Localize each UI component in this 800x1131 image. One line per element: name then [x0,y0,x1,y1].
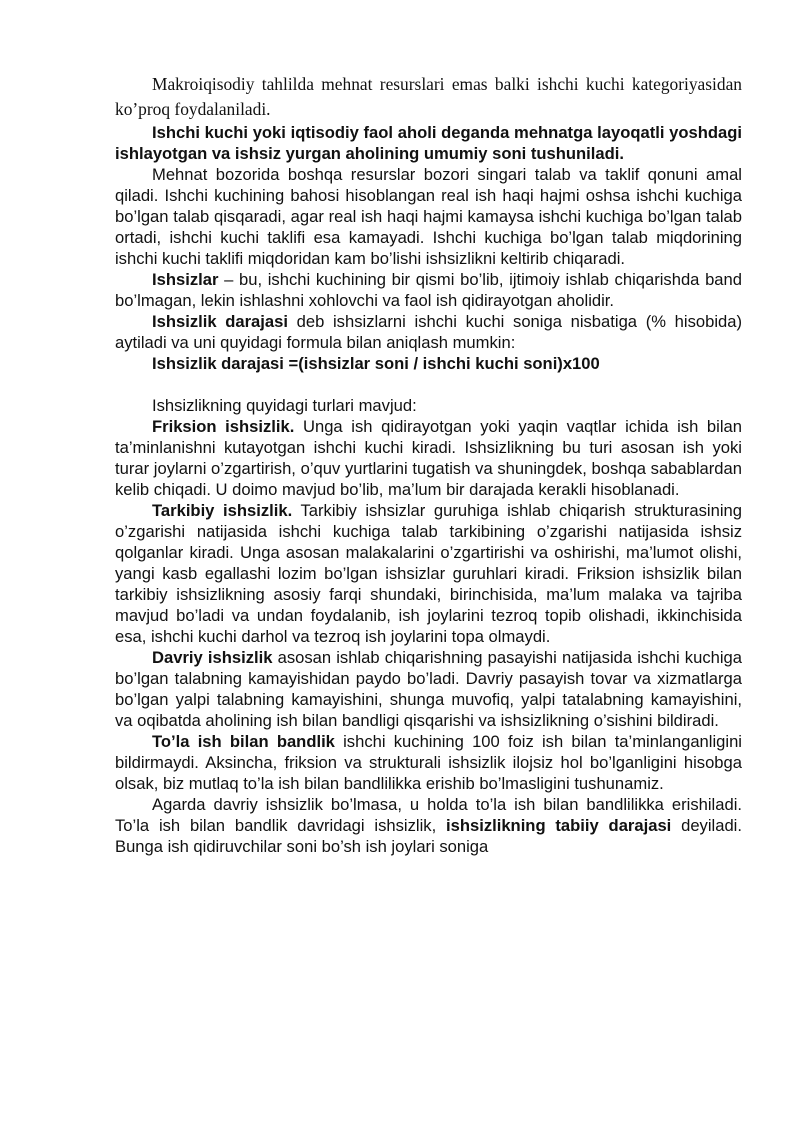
intro-text: Makroiqisodiy tahlilda mehnat resurslari emas balki ishchi kuchi kategoriyasidan ko’proq foydalaniladi. [115,74,742,119]
cyclical-unemployment-paragraph [115,647,742,731]
frictional-unemployment-term: Friksion ishsizlik. [152,417,295,436]
natural-rate-paragraph [115,794,742,857]
frictional-unemployment-paragraph [115,416,742,500]
unemployment-formula-text: Ishsizlik darajasi =(ishsizlar soni / ishchi kuchi soni)x100 [152,354,600,373]
labor-market-paragraph [115,164,742,269]
structural-unemployment-term: Tarkibiy ishsizlik. [152,501,293,520]
labor-force-definition [115,122,742,164]
natural-rate-text-1: Agarda davriy ishsizlik bo’lmasa, u holda to’la ish bilan bandlilikka erishiladi. To’la ish bilan bandlik davridagi ishsizlik, [115,795,742,835]
intro-paragraph [115,72,742,122]
labor-market-text: Mehnat bozorida boshqa resurslar bozori singari talab va taklif qonuni amal qiladi. Ishchi kuchining bahosi hisoblangan real ish haqi hajmi oshsa ishchi kuchiga bo’lgan talab qisqaradi, agar real ish haqi hajmi kamaysa ishchi kuchiga bo’lgan talab ortadi, ishchi kuchi taklifi esa kamayadi. Ishchi kuchiga bo’lgan talab miqdorining ishchi kuchi taklifi miqdoridan kam bo’lishi ishsizlikni keltirib chiqaradi. [115,165,742,268]
unemployment-rate-text: deb ishsizlarni ishchi kuchi soniga nisbatiga (% hisobida) aytiladi va uni quyidagi formula bilan aniqlash mumkin: [115,312,742,352]
frictional-unemployment-text: Unga ish qidirayotgan yoki yaqin vaqtlar ichida ish bilan ta’minlanishni kutayotgan ishchi kuchi kiradi. Ishsizlikning bu turi asosan ish yoki turar joylarni o’zgartirish, o’quv yurtlarini tugatish va shuningdek, boshqa sabablardan kelib chiqadi. U doimo mavjud bo’lib, ma’lum bir darajada kerakli hisoblanadi. [115,417,742,499]
labor-force-definition-bold: Ishchi kuchi yoki iqtisodiy faol aholi deganda mehnatga layoqatli yoshdagi ishlayotgan va ishsiz yurgan aholining umumiy soni tushuniladi. [115,123,742,163]
unemployed-text: – bu, ishchi kuchining bir qismi bo’lib, ijtimoiy ishlab chiqarishda band bo’lmagan, lekin ishlashni xohlovchi va faol ish qidirayotgan aholidir. [115,270,742,310]
unemployed-term: Ishsizlar [152,270,219,289]
cyclical-unemployment-term: Davriy ishsizlik [152,648,273,667]
document-page [115,72,742,857]
natural-rate-text-2: deyiladi. Bunga ish qidiruvchilar soni bo’sh ish joylari soniga [115,816,742,856]
unemployment-rate-term: Ishsizlik darajasi [152,312,288,331]
full-employment-text: ishchi kuchining 100 foiz ish bilan ta’minlanganligini bildirmaydi. Aksincha, friksion va strukturali ishsizlik ilojsiz hol bo’lganligini hisobga olsak, biz mutlaq to’la ish bilan bandlilikka erishib bo’lmasligini tushunamiz. [115,732,742,793]
natural-rate-term: ishsizlikning tabiiy darajasi [446,816,672,835]
types-intro [115,395,742,416]
unemployment-rate-definition [115,311,742,353]
full-employment-term: To’la ish bilan bandlik [152,732,335,751]
types-intro-text: Ishsizlikning quyidagi turlari mavjud: [152,396,417,415]
structural-unemployment-paragraph [115,500,742,647]
cyclical-unemployment-text: asosan ishlab chiqarishning pasayishi natijasida ishchi kuchiga bo’lgan talabning kamayishidan paydo bo’ladi. Davriy pasayish tovar va xizmatlarga bo’lgan yalpi talabning kamayishini, shunga muvofiq, yalpi tatalabning kamayishini, va oqibatda aholining ish bilan bandligi qisqarishi va ishsizlikning o’sishini bildiradi. [115,648,742,730]
full-employment-paragraph [115,731,742,794]
blank-line [115,374,742,395]
structural-unemployment-text: Tarkibiy ishsizlar guruhiga ishlab chiqarish strukturasining o’zgarishi natijasida ishchi kuchiga talab tarkibining o’zgarishi natijasida ishsiz qolganlar kiradi. Unga asosan malakalarini o’zgartirishi va oshirishi, ma’lumot olishi, yangi kasb egallashi lozim bo’lgan ishsizlar guruhlari kiradi. Friksion ishsizlik bilan tarkibiy ishsizlikning asosiy farqi shundaki, birinchisida, ma’lum malaka va tajriba mavjud bo’ladi va undan foydalanib, ish joylarini tezroq topib olishadi, ikkinchisida esa, ishchi kuchi darhol va tezroq ish joylarini topa olmaydi. [115,501,742,646]
unemployment-formula [115,353,742,374]
unemployed-definition [115,269,742,311]
